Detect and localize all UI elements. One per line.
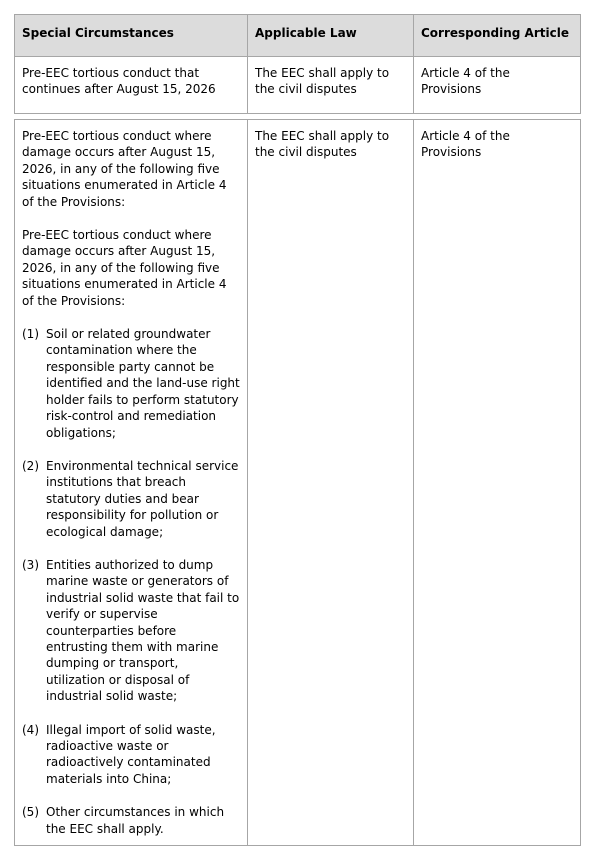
header-corresponding-article: Corresponding Article <box>414 15 581 57</box>
header-special-circumstances: Special Circumstances <box>15 15 248 57</box>
header-row <box>15 15 581 57</box>
list-item-number: (4) <box>22 722 39 737</box>
table-row <box>15 120 581 846</box>
applicable-law-cell: The EEC shall apply to the civil disputes <box>248 120 414 846</box>
list-item-number: (2) <box>22 458 39 473</box>
header-applicable-law: Applicable Law <box>248 15 414 57</box>
list-item-number: (5) <box>22 805 39 820</box>
article-cell: Article 4 of the Provisions <box>414 57 581 114</box>
list-item <box>22 557 240 705</box>
list-item <box>22 804 240 837</box>
list-item-text: Illegal import of solid waste, radioactive waste or radioactively contaminated materials into China; <box>46 722 216 786</box>
table-row <box>15 57 581 114</box>
article-cell: Article 4 of the Provisions <box>414 120 581 846</box>
list-item <box>22 458 240 540</box>
list-item-text: Other circumstances in which the EEC shall apply. <box>46 805 225 836</box>
applicable-law-cell: The EEC shall apply to the civil disputes <box>248 57 414 114</box>
circumstances-table <box>14 14 581 846</box>
list-item-text: Environmental technical service institutions that breach statutory duties and bear responsibility for pollution or ecological damage; <box>46 458 239 539</box>
list-item-text: Entities authorized to dump marine waste or generators of industrial solid waste that fail to verify or supervise counterparties before entrusting them with marine dumping or transport, utilization or disposal of industrial solid waste; <box>46 557 240 704</box>
circumstance-cell: Pre-EEC tortious conduct that continues after August 15, 2026 <box>15 57 248 114</box>
list-item-number: (1) <box>22 327 39 342</box>
list-item <box>22 326 240 441</box>
circumstance-intro: Pre-EEC tortious conduct where damage occurs after August 15, 2026, in any of the following five situations enumerated in Article 4 of the Provisions: <box>22 228 227 308</box>
list-item-number: (3) <box>22 557 39 572</box>
list-item <box>22 722 240 788</box>
list-item-text: Soil or related groundwater contamination where the responsible party cannot be identified and the land-use right holder fails to perform statutory risk-control and remediation obligations; <box>46 327 240 440</box>
circumstance-cell <box>15 120 248 846</box>
circumstance-intro: Pre-EEC tortious conduct where damage occurs after August 15, 2026, in any of the following five situations enumerated in Article 4 of the Provisions: <box>22 129 227 209</box>
